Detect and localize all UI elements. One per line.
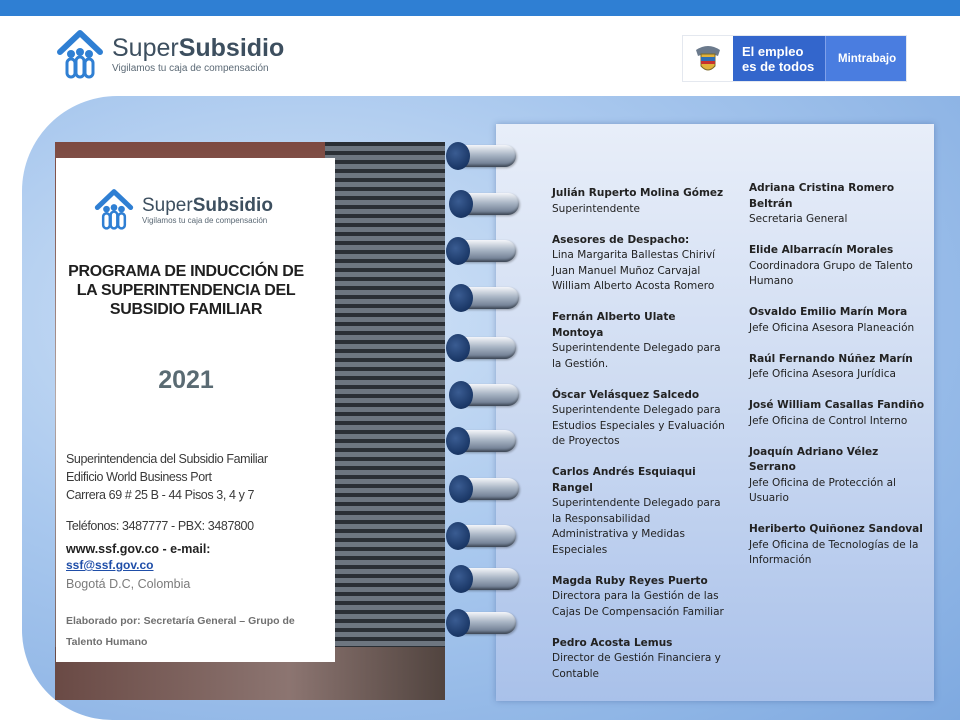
binding-ring-icon: [452, 240, 516, 262]
address-line: Edificio World Business Port: [66, 470, 212, 484]
gov-slogan: El empleo es de todos: [733, 36, 825, 81]
directory-entry: [552, 310, 728, 372]
person-role: Secretaria General: [749, 213, 848, 225]
website-text: www.ssf.gov.co - e-mail:: [66, 542, 211, 556]
family-house-icon: [94, 187, 134, 233]
binding-ring-icon: [452, 525, 516, 547]
binding-ring-icon: [452, 430, 516, 452]
credit-text: Elaborado por: Secretaría General – Grupo de Talento Humano: [66, 615, 295, 648]
cover-brand-tagline: Vigilamos tu caja de compensación: [142, 215, 268, 225]
cover-supersubsidio-logo: [94, 187, 273, 233]
brand-tagline: Vigilamos tu caja de compensación: [112, 63, 269, 74]
directory-entry: [749, 352, 927, 383]
contact-web: [66, 541, 326, 573]
directory-entry: [552, 388, 728, 450]
binding-ring-icon: [452, 612, 516, 634]
email-link[interactable]: ssf@ssf.gov.co: [66, 558, 154, 572]
binding-ring-icon: [455, 287, 519, 309]
directory-entry: [552, 465, 728, 558]
directory-entry: [552, 574, 728, 621]
person-role: Jefe Oficina de Tecnologías de la Información: [749, 538, 919, 566]
directory-entry: [749, 522, 927, 569]
government-logo: [682, 35, 907, 82]
phone-numbers: Teléfonos: 3487777 - PBX: 3487800: [66, 519, 254, 533]
cover-brand-name: SuperSubsidio: [142, 194, 273, 216]
directory-entry: [749, 243, 927, 290]
person-role: Lina Margarita Ballestas Chiriví Juan Manuel Muñoz Carvajal William Alberto Acosta Romero: [552, 249, 716, 292]
person-role: Superintendente Delegado para Estudios Especiales y Evaluación de Proyectos: [552, 404, 725, 447]
person-role: Superintendente: [552, 202, 640, 215]
person-name: Carlos Andrés Esquiaqui Rangel: [552, 466, 696, 494]
person-name: Heriberto Quiñonez Sandoval: [749, 523, 923, 535]
person-role: Jefe Oficina Asesora Jurídica: [749, 368, 896, 380]
person-name: Elide Albarracín Morales: [749, 244, 894, 256]
binding-ring-icon: [455, 478, 519, 500]
address-line: Carrera 69 # 25 B - 44 Pisos 3, 4 y 7: [66, 488, 255, 502]
address-line: Superintendencia del Subsidio Familiar: [66, 452, 268, 466]
person-role: Director de Gestión Financiera y Contable: [552, 652, 721, 680]
binding-ring-icon: [452, 145, 516, 167]
directory-column-right: [749, 181, 927, 584]
person-name: Osvaldo Emilio Marín Mora: [749, 306, 908, 318]
directory-entry: [552, 636, 728, 683]
ministry-label: Mintrabajo: [825, 36, 906, 81]
directory-entry: [749, 398, 927, 429]
brand-name: SuperSubsidio: [112, 34, 285, 62]
person-name: Magda Ruby Reyes Puerto: [552, 574, 708, 587]
person-name: Joaquín Adriano Vélez Serrano: [749, 445, 879, 473]
person-role: Directora para la Gestión de las Cajas De Compensación Familiar: [552, 590, 724, 618]
person-name: Julián Ruperto Molina Gómez: [552, 187, 724, 199]
directory-entry: [749, 305, 927, 336]
program-year: 2021: [158, 366, 214, 394]
directory-entry: [749, 445, 927, 507]
address-block: [66, 450, 326, 504]
building-facade: [325, 142, 445, 700]
colombia-seal-icon: [683, 36, 733, 81]
person-name: Fernán Alberto Ulate Montoya: [552, 311, 676, 339]
directory-column-left: [552, 186, 728, 698]
person-name: Asesores de Despacho:: [552, 233, 690, 246]
family-house-icon: [56, 28, 104, 82]
top-accent-bar: [0, 0, 960, 16]
person-name: Raúl Fernando Núñez Marín: [749, 352, 913, 365]
person-name: Pedro Acosta Lemus: [552, 636, 673, 649]
directory-entry: [552, 186, 728, 217]
binding-ring-icon: [452, 337, 516, 359]
person-role: Jefe Oficina Asesora Planeación: [749, 321, 915, 334]
binding-ring-icon: [455, 568, 519, 590]
person-name: José William Casallas Fandiño: [749, 399, 925, 411]
binding-ring-icon: [455, 384, 519, 406]
person-role: Superintendente Delegado para la Responsabilidad Administrativa y Medidas Especiales: [552, 497, 721, 556]
person-name: Adriana Cristina Romero Beltrán: [749, 182, 895, 210]
person-role: Superintendente Delegado para la Gestión.: [552, 342, 721, 370]
city-text: Bogotá D.C, Colombia: [66, 577, 191, 591]
supersubsidio-logo: [56, 28, 284, 82]
person-role: Coordinadora Grupo de Talento Humano: [749, 259, 913, 287]
directory-entry: [749, 181, 927, 228]
binding-ring-icon: [455, 193, 519, 215]
person-name: Óscar Velásquez Salcedo: [552, 388, 700, 401]
program-title: PROGRAMA DE INDUCCIÓN DE LA SUPERINTENDENCIA DEL SUBSIDIO FAMILIAR: [68, 263, 304, 318]
person-role: Jefe Oficina de Control Interno: [749, 414, 908, 427]
directory-entry: [552, 233, 728, 295]
person-role: Jefe Oficina de Protección al Usuario: [749, 476, 896, 504]
